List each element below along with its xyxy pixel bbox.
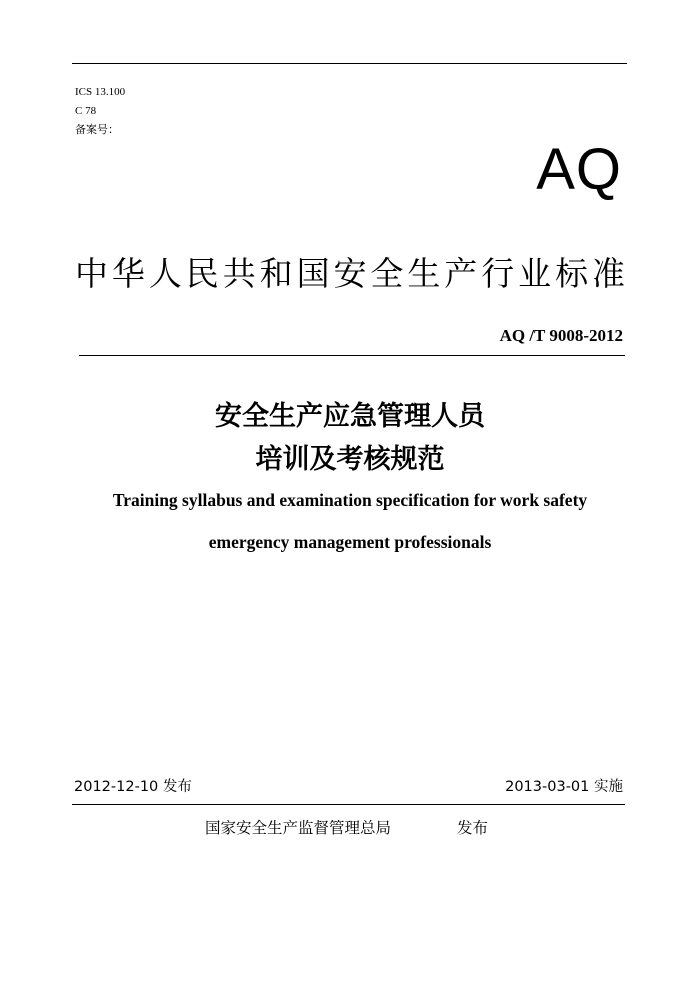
standard-number: AQ /T 9008-2012 — [499, 326, 623, 345]
top-rule — [72, 63, 627, 64]
ccs-code: C 78 — [75, 105, 97, 117]
title-cn-line1: 安全生产应急管理人员 — [215, 401, 485, 432]
issuing-authority: 国家安全生产监督管理总局 — [205, 819, 392, 837]
filing-number-label: 备案号： — [75, 123, 119, 136]
title-cn-line2: 培训及考核规范 — [255, 444, 445, 475]
title-en-line1: Training syllabus and examination specification for work safety — [112, 490, 588, 510]
agency-code-logo: AQ — [536, 137, 622, 202]
title-en-line2: emergency management professionals — [208, 532, 492, 552]
footer-divider — [72, 804, 625, 805]
standard-category-title: 中华人民共和国安全生产行业标准 — [75, 254, 625, 293]
issuing-action: 发布 — [457, 819, 489, 837]
title-divider — [79, 355, 625, 356]
implementation-date: 2013-03-01 实施 — [505, 779, 623, 795]
ics-code: ICS 13.100 — [75, 86, 126, 98]
issue-date: 2012-12-10 发布 — [74, 779, 192, 795]
